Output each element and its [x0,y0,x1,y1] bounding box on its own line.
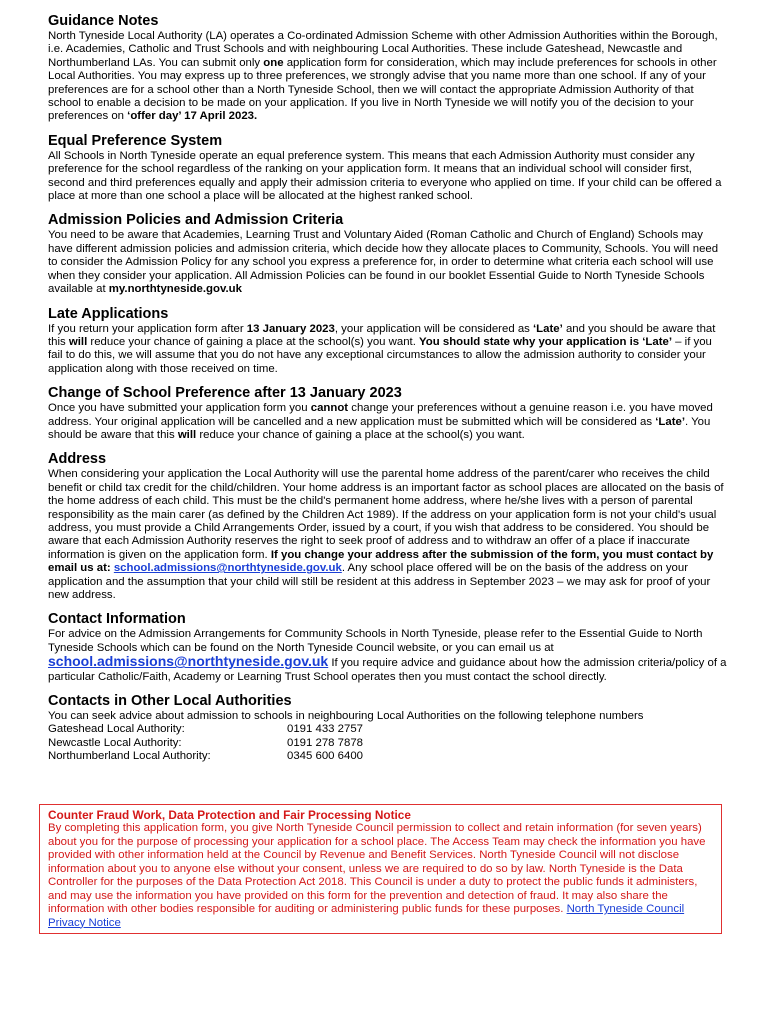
late-text-part: – if you fail to do this, we will assume that you do not have any exceptional circumstances to allow the admission authority to consider your application along with those received on time. [48,335,712,375]
table-row [48,737,363,750]
address-text-part: When considering your application the Local Authority will use the parental home address of the parent/carer who receives the child benefit or child tax credit for the child/children. Your home address is an important factor as school places are allocated on the basis of the home address of each child. This must be the child's permanent home address, where he/she lives with a person of parental responsibility as the main carer (as defined by the Children Act 1989). If the address on your application form is not your child's usual address, you must provide a Child Arrangements Order, issued by a court, if you wish that address to be considered. You should be aware that each Admission Authority reserves the right to seek proof of address and to withdraw an offer of a place if inaccurate information is given on the application form. [48,468,724,561]
policies-site-bold: my.northtyneside.gov.uk [108,283,242,296]
contact-text-part: If you require advice and guidance about how the admission criteria/policy of a particular Catholic/Faith, Academy or Learning Trust School operates then you must contact the school directly. [48,657,727,683]
offer-day-bold: ‘offer day’ 17 April 2023. [127,110,258,123]
guidance-one-bold: one [263,56,284,69]
address-text [48,468,728,602]
address-change-bold: If you change your address after the submission of the form, you must contact by email us at: [48,548,714,575]
policies-text-part: You need to be aware that Academies, Learning Trust and Voluntary Aided (Roman Catholic and Church of England) Schools may have different admission policies and admission criteria, which decide how they allocate places to Community, Schools. You will need to consider the Admission Policy for any school you express a preference for, in order to determine what criteria each school will use when they consider your application. All Admission Policies can be found in our booklet Essential Guide to North Tyneside Schools available at [48,229,719,296]
late-applications-section [48,305,728,377]
change-text-part: change your preferences without a genuine reason i.e. you have moved address. Your original application will be cancelled and a new application must be submitted which will be considered as [48,402,713,428]
late-text-part: and you should be aware that this [48,322,716,348]
admission-policies-heading: Admission Policies and Admission Criteria [48,212,344,229]
other-la-section [48,692,728,764]
address-text-part: . Any school place offered will be on the basis of the address on your application and the assumption that your child will still be resident at this address in September 2023 – we may ask for proof of your new address. [48,562,711,601]
other-la-phone-table [48,723,363,763]
change-text-part: . You should be aware that this [48,415,711,441]
contact-heading: Contact Information [48,611,186,628]
guidance-text-part: application form for consideration, which may include preferences for schools in other Local Authorities. You may express up to three preferences, we strongly advise that you name more than one school. If any of your preferences are for a school other than a North Tyneside School, then we will contact the appropriate Admission Authority of that school to enable a decision to be made on your application. If you live in North Tyneside we will notify you of the decision to your preferences on [48,56,717,123]
late-word-bold: ‘Late’ [533,322,563,335]
equal-preference-section [48,132,728,204]
address-email-link[interactable]: school.admissions@northtyneside.gov.uk [113,562,342,575]
la-name: Northumberland Local Authority: [48,750,211,763]
fraud-notice-box [39,804,722,934]
change-preference-text [48,402,728,442]
table-row [48,750,363,763]
late-text-part: If you return your application form after [48,322,247,335]
change-text-part: reduce your chance of gaining a place at the school(s) you want. [196,428,525,441]
admission-policies-section [48,211,728,296]
other-la-intro: You can seek advice about admission to schools in neighbouring Local Authorities on the following telephone numbers [48,710,644,723]
late-text-part: reduce your chance of gaining a place at the school(s) you want. [87,335,420,348]
admission-policies-text [48,229,728,296]
late-applications-heading: Late Applications [48,305,169,322]
contact-text-part: For advice on the Admission Arrangements for Community Schools in North Tyneside, please refer to the Essential Guide to North Tyneside Schools which can be found on the North Tyneside Council website, or you can email us at [48,628,703,654]
change-will-bold: will [177,428,197,441]
change-late-bold: ‘Late’ [655,415,685,428]
la-phone: 0191 278 7878 [287,736,364,749]
late-state-why-bold: You should state why your application is ‘Late’ [419,335,672,348]
guidance-section [48,12,728,124]
la-name: Gateshead Local Authority: [48,723,185,736]
address-heading: Address [48,451,107,468]
late-date-bold: 13 January 2023 [246,322,335,335]
equal-preference-heading: Equal Preference System [48,132,223,149]
equal-preference-text: All Schools in North Tyneside operate an equal preference system. This means that each Admission Authority must consider any preference for the school regardless of the ranking on your application form. It means that an individual school will consider first, second and third preferences equally and apply their admission criteria to everyone who applied on time. If your child can be offered a place at more than one school a place will be allocated at the highest ranked school. [48,149,722,203]
change-text-part: Once you have submitted your application form you [48,402,311,415]
fraud-notice-heading: Counter Fraud Work, Data Protection and Fair Processing Notice [48,808,411,822]
guidance-text [48,30,728,124]
table-row [48,723,363,736]
late-applications-text [48,323,728,377]
la-phone: 0191 433 2757 [287,723,364,736]
change-preference-heading: Change of School Preference after 13 January 2023 [48,385,402,402]
fraud-text-part: By completing this application form, you give North Tyneside Council permission to collect and retain information (for seven years) about you for the purpose of processing your application for a school place. The Access Team may check the information you have provided with other information held at the Council by Revenue and Benefit Services. North Tyneside Council will not disclose information about you to anyone else without your consent, unless we are required to do so by law. North Tyneside is the Data Controller for the purposes of the Data Protection Act 2018. This Council is under a duty to protect the public funds it administers, and may use the information you have provided on this form for the prevention and detection of fraud. It may also share the information with other bodies responsible for auditing or administering public funds for these purposes. [48,822,706,915]
late-text-part: , your application will be considered as [334,322,534,335]
guidance-text-part: North Tyneside Local Authority (LA) operates a Co-ordinated Admission Scheme with other Admission Authorities within the Borough, i.e. Academies, Catholic and Trust Schools and with neighbouring Local Authorities. These include Gateshead, Newcastle and Northumberland LAs. You can submit only [48,30,718,69]
late-will-bold: will [68,335,88,348]
fraud-notice-text [48,822,715,930]
address-section [48,450,728,602]
contact-email-link[interactable]: school.admissions@northtyneside.gov.uk [48,653,329,670]
other-la-heading: Contacts in Other Local Authorities [48,693,292,710]
document-page [48,12,728,772]
guidance-heading: Guidance Notes [48,13,159,29]
la-name: Newcastle Local Authority: [48,736,182,749]
privacy-notice-link[interactable]: North Tyneside Council Privacy Notice [48,903,685,929]
contact-text [48,628,728,684]
change-preference-section [48,384,728,442]
change-cannot-bold: cannot [310,402,349,415]
la-phone: 0345 600 6400 [287,750,364,763]
contact-section [48,610,728,684]
